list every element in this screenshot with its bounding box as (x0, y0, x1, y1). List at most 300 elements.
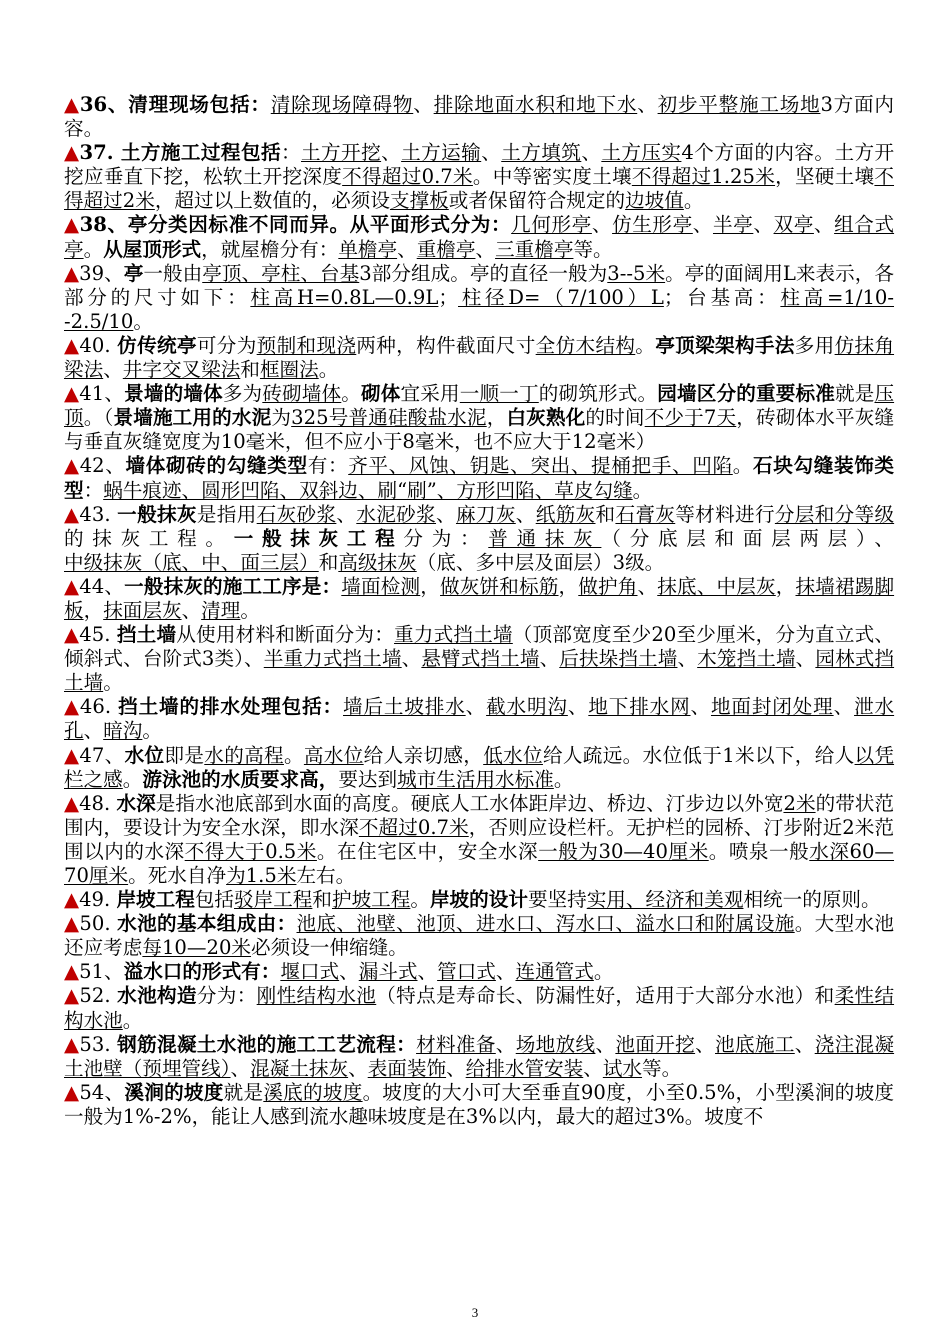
text-run: 不超过0.7米 (358, 815, 469, 839)
text-run: 4个方面的内容。土方开挖应垂直下挖，松软土开挖深度 (64, 141, 895, 189)
text-run: 、 (637, 93, 658, 116)
text-run: 分为： (196, 984, 257, 1008)
triangle-bullet-icon: ▲ (64, 743, 80, 767)
triangle-bullet-icon: ▲ (64, 888, 80, 912)
text-run: ，否则应设栏杆。无护栏的园桥、汀步附近2米范围以内的水深 (64, 815, 895, 863)
text-run: 、 (339, 960, 359, 984)
text-run: 即是 (164, 743, 205, 767)
text-run: 、 (481, 141, 502, 165)
text-run: 、 (103, 358, 123, 382)
text-run: 、 (539, 647, 560, 671)
text-run: 3部分组成。亭的直径一般为 (359, 261, 608, 285)
text-run: 给排水管安装 (465, 1056, 584, 1080)
text-run: 给人亲切感， (363, 743, 484, 767)
text-run: （顶部宽度至少20至少厘米，分为直立式、倾斜式、台阶式3类）、 (64, 623, 895, 671)
text-run: 清除现场障碍物 (270, 93, 414, 116)
text-run: 溪涧的坡度 (124, 1080, 224, 1104)
text-run: 浇注混凝土池壁（预埋管线） (64, 1032, 895, 1080)
text-run: 多为 (222, 382, 263, 406)
text-run: 石膏灰 (615, 502, 676, 526)
text-run: 2米 (783, 791, 816, 815)
text-run: 组合式亭 (64, 213, 895, 261)
triangle-bullet-icon: ▲ (64, 695, 80, 719)
text-run: 的带状范围内，要设计为安全水深，即水深 (64, 791, 895, 839)
triangle-bullet-icon: ▲ (64, 791, 80, 815)
text-run: 抹面层灰 (103, 598, 182, 622)
list-item (64, 213, 894, 261)
text-run: 等材料进行 (675, 502, 775, 526)
text-run: ，砖砌体水平灰缝与垂直灰缝宽度为10毫米，但不应小于8毫米，也不应大于12毫米） (64, 406, 895, 454)
text-run: 给人疏远。水位低于1米以下，给人 (542, 743, 855, 767)
text-run: 、 (495, 960, 516, 984)
list-item (64, 1033, 894, 1081)
text-run: 池面开挖 (615, 1032, 696, 1056)
text-run: 、 (83, 719, 104, 743)
text-run: 水泥砂浆 (356, 502, 437, 526)
text-run: 墙后土坡排水 (343, 695, 466, 719)
text-run: 实用、经济和美观 (586, 888, 744, 912)
text-run: 抹底、中层灰 (657, 574, 776, 598)
text-run: 、 (692, 213, 713, 237)
text-run: 、 (637, 574, 658, 598)
list-item (64, 792, 894, 888)
text-run: 46. (79, 695, 119, 719)
text-run: ；台基高： (663, 285, 781, 309)
triangle-bullet-icon: ▲ (64, 912, 80, 936)
text-run: 就是 (223, 1080, 264, 1104)
text-run: 漏斗式 (358, 960, 418, 984)
text-run: 。 (122, 767, 143, 791)
text-run: 。在住宅区中，安全水深 (316, 839, 539, 863)
text-run: ： (280, 141, 302, 165)
text-run: 54、 (79, 1080, 125, 1104)
triangle-bullet-icon: ▲ (64, 1080, 80, 1104)
text-run: 柱高=1/10--2.5/10 (64, 285, 895, 333)
text-run: 不少于7天 (644, 406, 737, 430)
text-run: 分层和分等级 (774, 502, 895, 526)
text-run: 。 (122, 1008, 143, 1032)
text-run: 麻刀灰 (455, 502, 516, 526)
list-item (64, 623, 894, 695)
text-run: ， (486, 406, 507, 430)
text-run: 等。 (573, 237, 613, 261)
text-run: 墙体砌砖的勾缝类型 (125, 454, 308, 478)
text-run: 一顺一丁 (459, 382, 539, 406)
text-run: 为1.5米 (226, 864, 297, 887)
text-run: 每10—20米 (142, 936, 252, 960)
text-run: 仿生形亭 (612, 213, 693, 237)
triangle-bullet-icon: ▲ (64, 382, 80, 406)
text-run: 、 (695, 1032, 716, 1056)
text-run: 从使用材料和断面分为： (176, 623, 395, 647)
text-run: 38、亭分类因标准不同而异。从平面形式分为： (79, 213, 512, 237)
text-run: 。大型水池还应考虑 (64, 912, 895, 960)
triangle-bullet-icon: ▲ (64, 93, 80, 116)
text-run: 纸筋灰 (535, 502, 596, 526)
text-run: 等。 (642, 1056, 682, 1080)
text-run: 白灰熟化 (506, 406, 586, 430)
text-run: 溪底的坡度 (263, 1080, 363, 1104)
text-run: 、 (397, 237, 417, 261)
text-run: 、 (381, 141, 402, 165)
triangle-bullet-icon: ▲ (64, 333, 80, 357)
text-run: 抹墙裙踢脚板 (64, 574, 895, 622)
text-run: 悬臂式挡土墙 (421, 647, 540, 671)
document-body (64, 93, 894, 1129)
text-run: 试水 (602, 1056, 643, 1080)
text-run: 。 (593, 960, 614, 984)
text-run: 景墙的墙体 (124, 382, 223, 406)
text-run: 水的高程 (204, 743, 284, 767)
text-run: ， (558, 574, 579, 598)
text-run: 柱高H=0.8L—0.9L (250, 285, 439, 309)
text-run: 的砌筑形式。 (538, 382, 658, 406)
text-run: 、 (677, 647, 698, 671)
text-run: 护坡工程 (332, 888, 411, 912)
text-run: 材料准备 (416, 1032, 496, 1056)
text-run: 36、清理现场包括： (79, 93, 271, 116)
text-run: 相统一的原则。 (743, 888, 881, 912)
text-run: 、 (753, 213, 774, 237)
text-run: 半重力式挡土墙 (263, 647, 402, 671)
text-run: 、 (401, 647, 422, 671)
text-run: 土方开挖 (301, 141, 382, 165)
text-run: 水深 (116, 791, 156, 815)
text-run: 50. (79, 912, 118, 936)
text-run: 以凭栏之感 (64, 743, 895, 791)
text-run: 墙面检测 (341, 574, 421, 598)
list-item (64, 984, 894, 1032)
text-run: 排除地面水积和地下水 (433, 93, 638, 116)
list-item (64, 960, 894, 984)
text-run: 重檐亭 (416, 237, 476, 261)
text-run: 池底施工 (715, 1032, 795, 1056)
text-run: 不得大于0.5米 (184, 839, 317, 863)
text-run: 土方压实 (601, 141, 682, 165)
text-run: 表面装饰 (367, 1056, 447, 1080)
text-run: 几何形亭 (511, 213, 592, 237)
text-run: 驳岸工程 (234, 888, 313, 912)
text-run: 低水位 (483, 743, 543, 767)
text-run: 要坚持 (527, 888, 587, 912)
text-run: 钢筋混凝土水池的施工工艺流程： (117, 1032, 417, 1056)
text-run: 池底、池壁、池顶、进水口、泻水口、溢水口和附属设施 (296, 912, 795, 936)
text-run: 和 (240, 358, 260, 382)
text-run: 齐平、风蚀、钥匙、突出、提桶把手、凹陷 (348, 454, 733, 478)
text-run: （底、多中层及面层）3级。 (416, 550, 665, 574)
text-run: 砖砌墙体 (262, 382, 342, 406)
triangle-bullet-icon: ▲ (64, 623, 80, 647)
triangle-bullet-icon: ▲ (64, 454, 80, 478)
text-run: 石块勾缝装饰类型 (64, 454, 895, 502)
text-run: ， (83, 598, 104, 622)
text-run: 一般抹灰的施工工序是： (124, 574, 342, 598)
text-run: 井字交叉梁法 (122, 358, 241, 382)
text-run: 、 (336, 502, 357, 526)
text-run: 有： (307, 454, 349, 478)
list-item (64, 382, 894, 454)
text-run: 重力式挡土墙 (394, 623, 513, 647)
text-run: 水池构造 (117, 984, 197, 1008)
text-run: 43. (79, 502, 118, 526)
text-run: 51、 (79, 960, 124, 984)
text-run: 后扶垛挡土墙 (559, 647, 678, 671)
text-run: 、 (795, 647, 816, 671)
text-run: 和 (318, 550, 339, 574)
text-run: 。喷泉一般 (708, 839, 810, 863)
text-run: 。 (410, 888, 430, 912)
triangle-bullet-icon: ▲ (64, 1032, 80, 1056)
text-run: 木笼挡土墙 (697, 647, 796, 671)
text-run: （分底层和面层两层）、 (601, 526, 895, 550)
text-run: 、 (230, 1056, 251, 1080)
text-run: 。 (553, 767, 574, 791)
text-run: 37. 土方施工过程包括 (79, 141, 281, 165)
text-run: 。 (632, 478, 653, 502)
text-run: 不得超过1.25米 (631, 165, 776, 189)
text-run: 42、 (79, 454, 126, 478)
text-run: 。 (683, 189, 704, 213)
list-item (64, 141, 894, 213)
text-run: 亭顶、亭柱、台基 (202, 261, 360, 285)
text-run: 就是 (834, 382, 875, 406)
list-item (64, 334, 894, 382)
text-run: 的抹灰工程。 (64, 526, 234, 550)
text-run: ， (420, 574, 441, 598)
text-run: 、 (436, 502, 456, 526)
text-run: 、 (181, 598, 202, 622)
text-run: 分为： (403, 526, 489, 550)
text-run: 混凝土抹灰 (250, 1056, 349, 1080)
text-run: 一般由 (143, 261, 203, 285)
list-item (64, 575, 894, 623)
text-run: 。 (341, 382, 362, 406)
text-run: 3方面内容。 (64, 93, 894, 141)
text-run: 堰口式 (280, 960, 340, 984)
list-item (64, 93, 894, 141)
text-run: 普通抹灰 (488, 526, 602, 550)
text-run: 、 (595, 1032, 616, 1056)
text-run: 溢水口的形式有： (123, 960, 281, 984)
text-run: 。 (318, 358, 339, 382)
text-run: 全仿木结构 (535, 333, 636, 357)
text-run: 做灰饼和标筋 (440, 574, 559, 598)
text-run: 泄水孔 (64, 695, 895, 743)
text-run: 一般抹灰工程 (233, 526, 404, 550)
text-run: 半亭 (712, 213, 754, 237)
text-run: 从屋顶形式 (103, 237, 202, 261)
text-run: 园墙区分的重要标准 (657, 382, 835, 406)
text-run: 初步平整施工场地 (657, 93, 821, 116)
text-run: 柱径D=（7/100）L (458, 285, 664, 309)
text-run: 是指水池底部到水面的高度。硬底人工水体距岸边、桥边、汀步边以外宽 (155, 791, 784, 815)
text-run: 多用 (794, 333, 835, 357)
page-number: 3 (471, 1305, 479, 1320)
triangle-bullet-icon: ▲ (64, 213, 80, 237)
text-run: 亭 (123, 261, 144, 285)
text-run: 53. (79, 1032, 118, 1056)
text-run: 的时间 (585, 406, 645, 430)
text-run: 、 (515, 502, 536, 526)
text-run: 、 (813, 213, 835, 237)
text-run: 柔性结构水池 (64, 984, 895, 1032)
text-run: 。中等密实度土壤 (472, 165, 632, 189)
text-run: 左右。 (296, 864, 356, 887)
text-run: 。 (635, 333, 656, 357)
list-item (64, 503, 894, 575)
text-run: 、 (833, 695, 855, 719)
text-run: 场地放线 (515, 1032, 596, 1056)
text-run: 和 (312, 888, 332, 912)
text-run: 、 (583, 1056, 603, 1080)
text-run: 园林式挡土墙 (64, 647, 895, 695)
text-run: 。 (83, 237, 104, 261)
triangle-bullet-icon: ▲ (64, 502, 80, 526)
list-item (64, 888, 894, 912)
text-run: 可分为 (196, 333, 257, 357)
text-run: ，坚硬土壤 (775, 165, 875, 189)
text-run: 为 (271, 406, 292, 430)
text-run: 两种，构件截面尺寸 (356, 333, 536, 357)
text-run: 、 (567, 695, 589, 719)
list-item (64, 912, 894, 960)
text-run: 。死水自净 (128, 864, 227, 887)
text-run: 城市生活用水标准 (397, 767, 554, 791)
triangle-bullet-icon: ▲ (64, 960, 80, 984)
text-run: 挡土墙的排水处理包括： (118, 695, 343, 719)
text-run: 仿传统亭 (117, 333, 197, 357)
list-item (64, 454, 894, 502)
text-run: 、 (475, 237, 496, 261)
text-run: 47、 (79, 743, 125, 767)
text-run: 、 (581, 141, 602, 165)
text-run: 亭顶梁架构手法 (655, 333, 795, 357)
text-run: （特点是寿命长、防漏性好，适用于大部分水池）和 (376, 984, 835, 1008)
text-run: ， (775, 574, 796, 598)
text-run: 边坡值 (625, 189, 684, 213)
text-run: 52. (79, 984, 118, 1008)
text-run: 325号普通硅酸盐水泥 (291, 406, 487, 430)
text-run: 管口式 (437, 960, 496, 984)
text-run: 、 (413, 93, 434, 116)
text-run: 一般为30—40厘米 (538, 839, 709, 863)
text-run: 。 (103, 671, 123, 695)
text-run: 。坡度的大小可大至垂直90度，小至0.5%，小型溪涧的坡度一般为1%-2%，能让人感到流水趣味坡度是在3%以内，最大的超过3%。坡度不 (64, 1080, 895, 1128)
text-run: 支撑板 (389, 189, 449, 213)
text-run: 地下排水网 (588, 695, 691, 719)
text-run: 和 (595, 502, 616, 526)
text-run: 地面封闭处理 (710, 695, 834, 719)
list-item (64, 695, 894, 743)
text-run: 土方运输 (401, 141, 482, 165)
text-run: 岸坡工程 (116, 888, 195, 912)
text-run: 。 (283, 743, 304, 767)
list-item (64, 744, 894, 792)
text-run: 砌体 (361, 382, 401, 406)
triangle-bullet-icon: ▲ (64, 574, 80, 598)
text-run: 不得超过2米 (64, 165, 895, 213)
text-run: 框圈法 (259, 358, 319, 382)
text-run: 三重檐亭 (495, 237, 574, 261)
text-run: 。（ (83, 406, 114, 430)
triangle-bullet-icon: ▲ (64, 141, 80, 165)
list-item (64, 1081, 894, 1129)
text-run: 土方填筑 (501, 141, 582, 165)
list-item (64, 262, 894, 334)
text-run: 45. (79, 623, 117, 647)
text-run: 。 (142, 719, 162, 743)
text-run: ，超过以上数值的，必须设 (154, 189, 390, 213)
text-run: 3--5米 (607, 261, 666, 285)
text-run: 41、 (79, 382, 125, 406)
text-run: 44、 (79, 574, 125, 598)
text-run: 、 (348, 1056, 368, 1080)
text-run: 是指用 (196, 502, 257, 526)
text-run: 石灰砂浆 (256, 502, 337, 526)
text-run: 连通管式 (515, 960, 594, 984)
text-run: 挡土墙 (116, 623, 177, 647)
text-run: 仿抹角梁法 (64, 333, 895, 382)
text-run: ： (83, 478, 104, 502)
text-run: 。 (133, 309, 153, 333)
text-run: 压顶 (64, 382, 895, 430)
triangle-bullet-icon: ▲ (64, 261, 80, 285)
text-run: 一般抹灰 (117, 502, 197, 526)
text-run: 。 (732, 454, 753, 478)
text-run: 预制和现浇 (256, 333, 357, 357)
text-run: 40. (79, 333, 118, 357)
text-run: 或者保留符合规定的 (448, 189, 626, 213)
text-run: 不得超过0.7米 (342, 165, 473, 189)
text-run: 宜采用 (400, 382, 460, 406)
text-run: 要达到 (338, 767, 398, 791)
text-run: 暗沟 (103, 719, 143, 743)
text-run: 高水位 (303, 743, 364, 767)
text-run: 游泳池的水质要求高， (142, 767, 339, 791)
text-run: 、 (591, 213, 613, 237)
text-run: 双亭 (773, 213, 814, 237)
text-run: 高级抹灰 (338, 550, 417, 574)
text-run: 单檐亭 (338, 237, 398, 261)
triangle-bullet-icon: ▲ (64, 984, 80, 1008)
text-run: 39、 (79, 261, 124, 285)
text-run: 水深60—70厘米 (64, 839, 895, 887)
text-run: 水池的基本组成由： (117, 912, 297, 936)
text-run: 49. (79, 888, 117, 912)
text-run: 清理 (201, 598, 241, 622)
text-run: 中级抹灰（底、中、面三层） (64, 550, 319, 574)
text-run: 包括 (194, 888, 235, 912)
text-run: 截水明沟 (486, 695, 568, 719)
text-run: 必须设一伸缩缝。 (251, 936, 408, 960)
text-run: 刚性结构水池 (256, 984, 377, 1008)
text-run: 。 (240, 598, 260, 622)
text-run: 、 (794, 1032, 815, 1056)
text-run: 、 (446, 1056, 466, 1080)
text-run: 景墙施工用的水泥 (113, 406, 272, 430)
text-run: 做护角 (578, 574, 638, 598)
text-run: 水位 (124, 743, 165, 767)
text-run: ； (438, 285, 458, 309)
text-run: ，就屋檐分有： (201, 237, 339, 261)
text-run: 蜗牛痕迹、圆形凹陷、双斜边、刷“刷”、方形凹陷、草皮勾缝 (103, 478, 633, 502)
text-run: 岸坡的设计 (429, 888, 528, 912)
text-run: 。亭的面阔用L来表示，各部分的尺寸如下： (64, 261, 895, 309)
text-run: 、 (495, 1032, 516, 1056)
text-run: 、 (417, 960, 438, 984)
text-run: 48. (79, 791, 117, 815)
text-run: 、 (690, 695, 711, 719)
